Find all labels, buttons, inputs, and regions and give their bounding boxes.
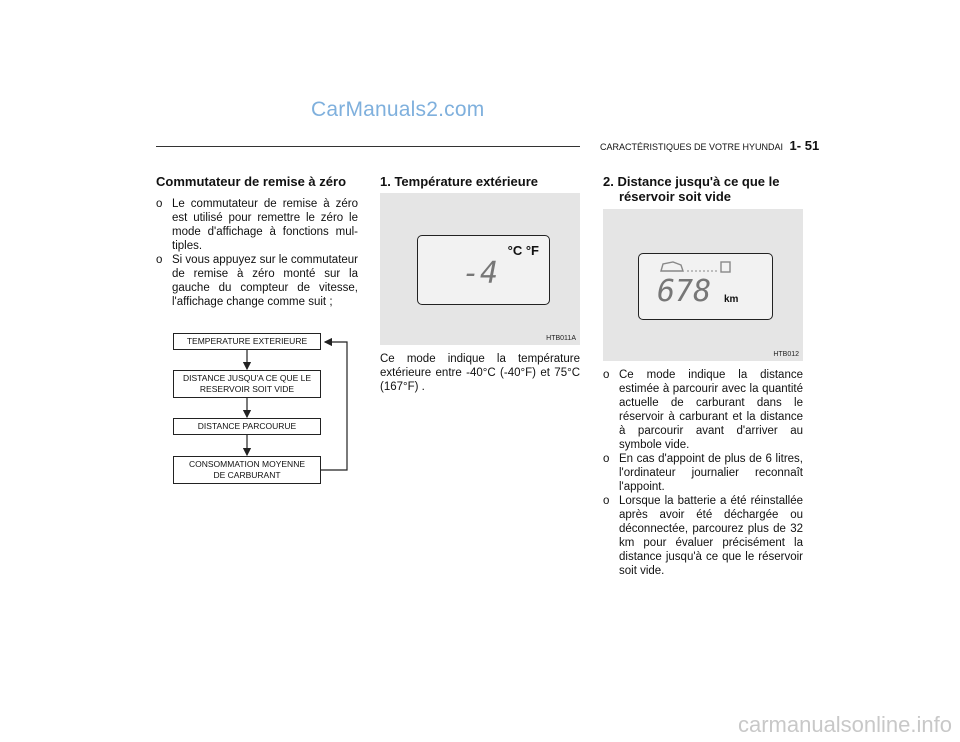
lcd-display — [417, 235, 550, 305]
distance-bullets — [603, 368, 803, 578]
temperature-description: Ce mode indique la température extérieure entre -40°C (-40°F) et 75°C (167°F) . — [380, 353, 580, 393]
distance-to-empty-title: 2. Distance jusqu'à ce que le réservoir soit vide — [603, 174, 780, 204]
watermark-footer: carmanualsonline.info — [737, 712, 952, 737]
distance-display-image — [603, 209, 803, 361]
page-header — [600, 138, 819, 153]
temperature-display-image — [380, 193, 580, 345]
distance-unit: km — [724, 294, 739, 305]
bullet-text: Si vous appuyez sur le commutateur de remise à zéro monté sur la gauche du compteur de vitesse, l'affichage change comme suit ; — [172, 254, 359, 308]
fuel-car-icon — [659, 259, 739, 275]
list-item: o En cas d'appoint de plus de 6 litres, l'ordinateur journalier reconnaît l'appoint. — [603, 453, 803, 493]
watermark-logo: CarManuals2.com — [311, 98, 485, 121]
page-number: 1- 51 — [789, 138, 820, 153]
list-item: o Si vous appuyez sur le commutateur de remise à zéro monté sur la gauche du compteur de vitesse, l'affichage change comme suit ; — [156, 254, 359, 308]
flow-box-distance-to-empty: DISTANCE JUSQU'A CE QUE LE RESERVOIR SOIT VIDE — [173, 370, 321, 398]
temperature-units: °C °F — [507, 243, 539, 258]
list-item: o Ce mode indique la distance estimée à parcourir avec la quantité actuelle de carburant dans le réservoir à carburant et la distance à parcourir avant d'arriver au symbole vide. — [603, 369, 803, 451]
bullet-text: Lorsque la batterie a été réinstallée après avoir été déchargée ou déconnectée, parcourez plus de 32 km pour évaluer précisément la distance jusqu'à ce que le réservoir soit vide. — [619, 495, 803, 577]
column-outside-temperature — [380, 174, 580, 189]
image-caption: HTB011A — [546, 335, 576, 342]
flow-box-avg-consumption: CONSOMMATION MOYENNE DE CARBURANT — [173, 456, 321, 484]
outside-temperature-title: 1. Température extérieure — [380, 174, 538, 189]
lcd-display — [638, 253, 773, 320]
section-title: CARACTÉRISTIQUES DE VOTRE HYUNDAI — [600, 142, 784, 152]
bullet-text: En cas d'appoint de plus de 6 litres, l'ordinateur journalier reconnaît l'appoint. — [619, 453, 803, 493]
bullet-text: Le commutateur de remise à zéro est utilisé pour remettre le zéro le mode d'affichage à fonctions mul-tiples. — [172, 198, 358, 252]
distance-value: 678 — [657, 274, 712, 309]
reset-switch-title: Commutateur de remise à zéro — [156, 174, 347, 189]
list-item: o Lorsque la batterie a été réinstallée après avoir été déchargée ou déconnectée, parcourez plus de 32 km pour évaluer précisément la distance jusqu'à ce que le réservoir soit vide. — [603, 495, 803, 577]
image-caption: HTB012 — [773, 351, 799, 358]
flow-box-temperature: TEMPERATURE EXTERIEURE — [173, 333, 321, 350]
flow-box-trip-distance: DISTANCE PARCOURUE — [173, 418, 321, 435]
column-distance-to-empty — [603, 174, 803, 204]
bullet-text: Ce mode indique la distance estimée à parcourir avec la quantité actuelle de carburant dans le réservoir à carburant et la distance à parcourir avant d'arriver au symbole vide. — [619, 369, 803, 451]
header-rule — [156, 146, 580, 147]
temperature-value: -4 — [462, 256, 499, 291]
list-item: o Le commutateur de remise à zéro est utilisé pour remettre le zéro le mode d'affichage à fonctions mul-tiples. — [156, 198, 358, 252]
column-reset-switch — [156, 174, 358, 309]
flow-arrows — [150, 320, 370, 500]
